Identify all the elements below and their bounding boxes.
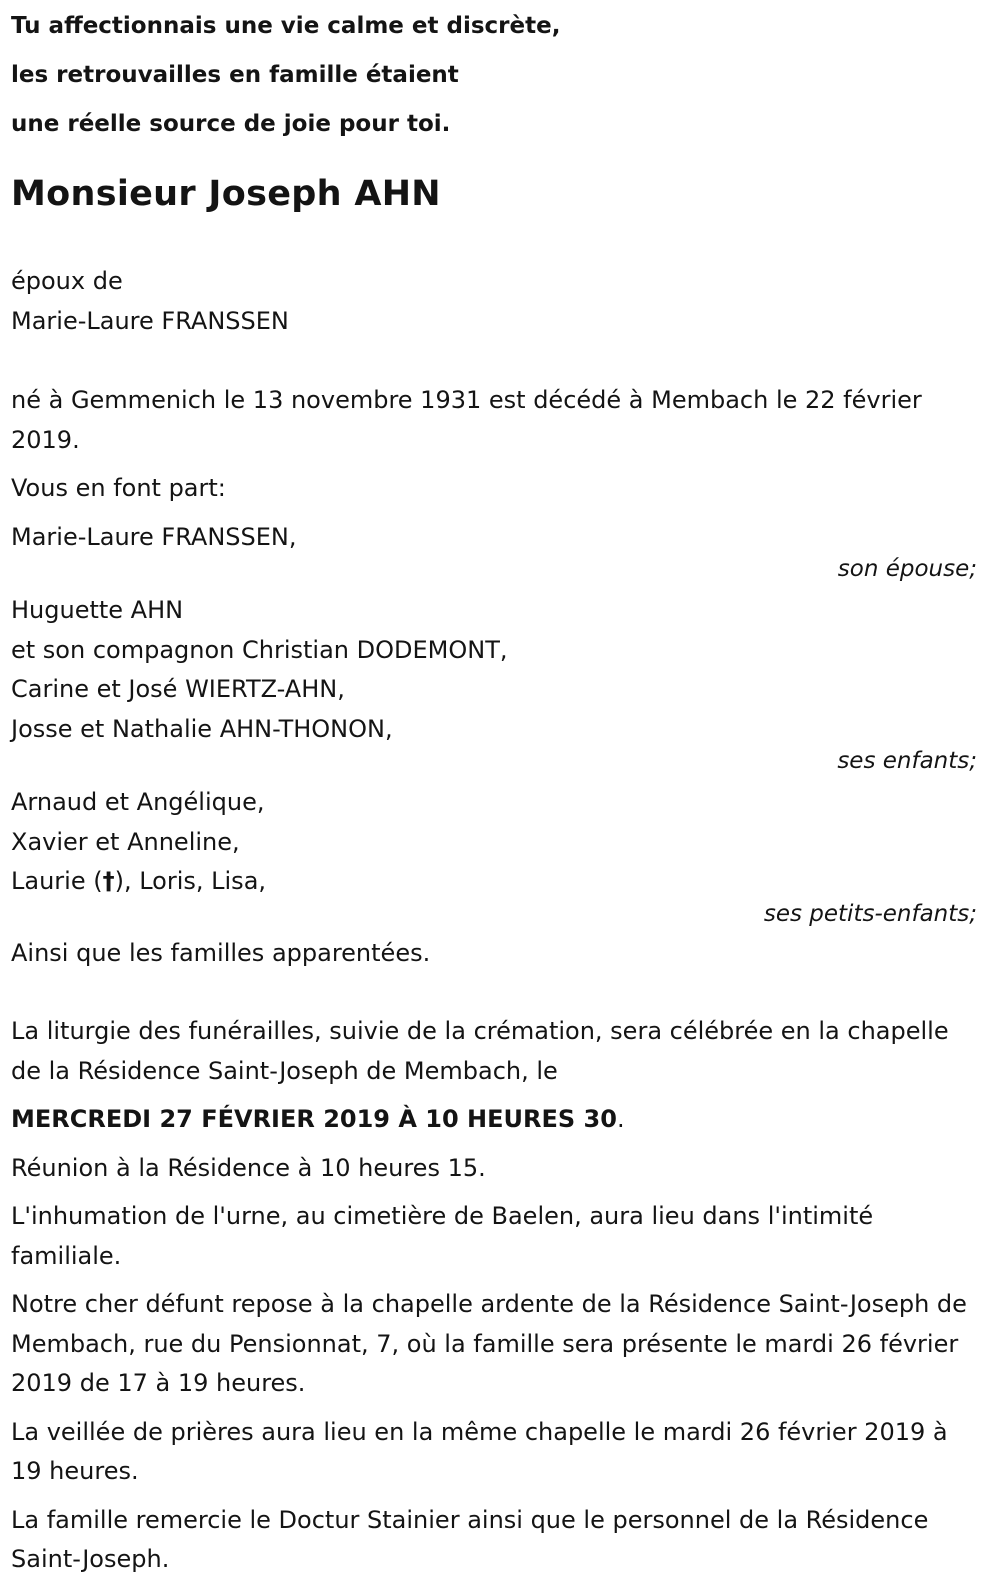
spouse-label: époux de	[11, 267, 123, 295]
thanks-text: La famille remercie le Doctur Stainier ainsi que le personnel de la Résidence Saint-Joseph.	[11, 1505, 929, 1573]
grandchild-line: Arnaud et Angélique,	[11, 788, 265, 816]
spouse-name: Marie-Laure FRANSSEN	[11, 306, 289, 335]
wife-name: Marie-Laure FRANSSEN,	[11, 522, 297, 551]
epitaph-quote	[11, 2, 977, 149]
funeral-date-bold: MERCREDI 27 FÉVRIER 2019 À 10 HEURES 30	[11, 1105, 617, 1133]
meeting-text: Réunion à la Résidence à 10 heures 15.	[11, 1153, 486, 1182]
grandchildren-role: ses petits-enfants;	[763, 900, 977, 927]
wife-block	[11, 518, 977, 583]
funeral-date-suffix: .	[616, 1105, 625, 1133]
quote-line-2: les retrouvailles en famille étaient	[11, 62, 459, 88]
grandchild-line: Xavier et Anneline,	[11, 827, 240, 856]
children-block	[11, 591, 977, 774]
grandchildren-block	[11, 783, 977, 927]
cross-icon: †	[102, 867, 115, 895]
liturgy-text: La liturgie des funérailles, suivie de la crémation, sera célébrée en la chapelle de la Résidence Saint-Joseph de Membach, le	[11, 1017, 949, 1085]
grandchild-line-start: Laurie (	[11, 867, 103, 895]
burial-text: L'inhumation de l'urne, au cimetière de Baelen, aura lieu dans l'intimité familiale.	[11, 1202, 874, 1270]
child-line: Josse et Nathalie AHN-THONON,	[11, 714, 393, 743]
funeral-date	[11, 1100, 977, 1140]
families-line: Ainsi que les familles apparentées.	[11, 938, 431, 967]
grandchild-line-end: ), Loris, Lisa,	[114, 867, 267, 895]
vigil-text: La veillée de prières aura lieu en la même chapelle le mardi 26 février 2019 à 19 heures.	[11, 1417, 948, 1485]
wife-role: son épouse;	[837, 556, 977, 582]
spouse-block	[11, 262, 977, 341]
children-role: ses enfants;	[837, 748, 977, 774]
obituary-notice	[11, 0, 977, 1580]
child-line: et son compagnon Christian DODEMONT,	[11, 635, 508, 664]
birth-death-info: né à Gemmenich le 13 novembre 1931 est décédé à Membach le 22 février 2019.	[11, 386, 922, 454]
grandchild-line	[11, 862, 977, 902]
quote-line-1: Tu affectionnais une vie calme et discrète,	[11, 13, 561, 39]
announcement-intro: Vous en font part:	[11, 474, 226, 502]
repose-text: Notre cher défunt repose à la chapelle ardente de la Résidence Saint-Joseph de Membach, rue du Pensionnat, 7, où la famille sera présente le mardi 26 février 2019 de 17 à 19 heures.	[11, 1290, 967, 1397]
quote-line-3: une réelle source de joie pour toi.	[11, 111, 451, 137]
deceased-name: Monsieur Joseph AHN	[11, 174, 441, 214]
child-line: Carine et José WIERTZ-AHN,	[11, 675, 345, 703]
child-line: Huguette AHN	[11, 596, 184, 624]
